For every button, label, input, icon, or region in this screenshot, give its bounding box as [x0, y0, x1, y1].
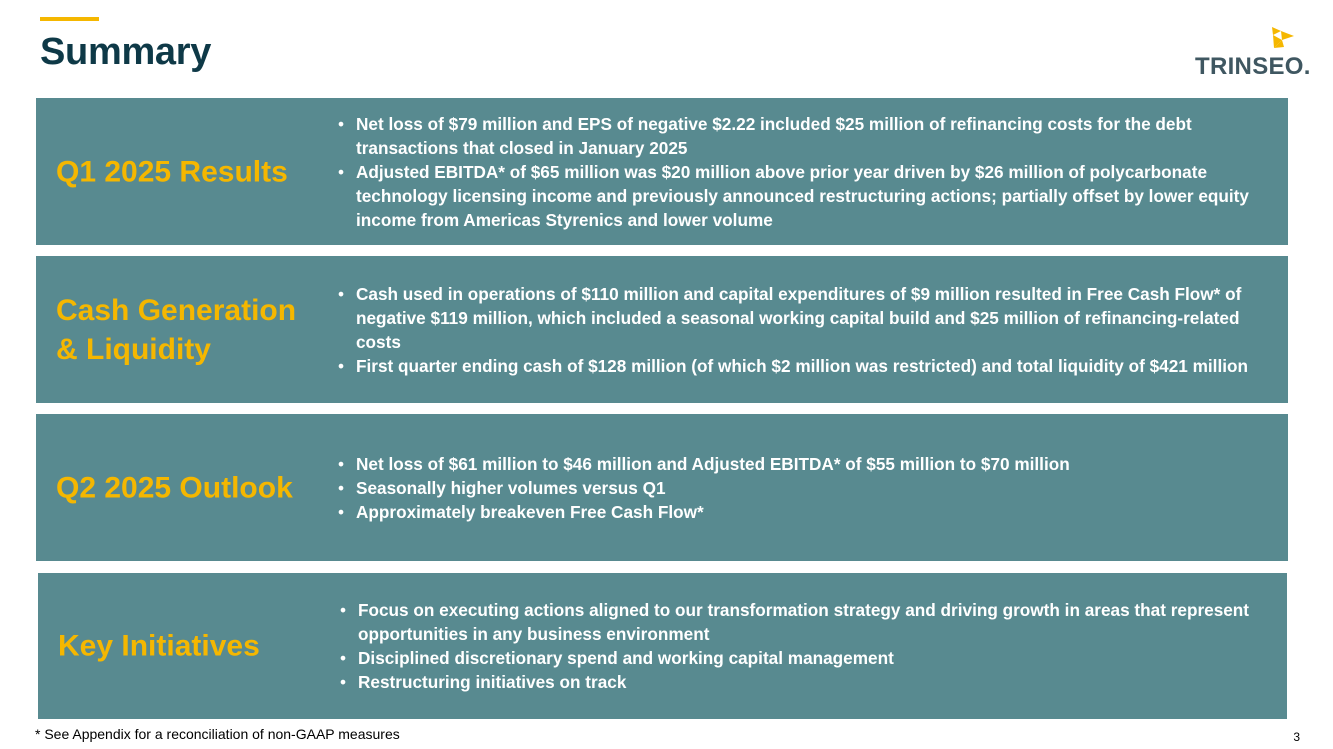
panel-heading: Q1 2025 Results	[56, 155, 288, 188]
bullet-icon: •	[340, 672, 347, 692]
footnote: * See Appendix for a reconciliation of non-GAAP measures	[35, 726, 400, 742]
bullet-list	[336, 282, 1278, 378]
panel-key-initiatives	[38, 573, 1287, 719]
bullet-icon: •	[338, 477, 345, 498]
bullet-icon: •	[338, 501, 345, 522]
bullet-text: Restructuring initiatives on track	[358, 672, 627, 692]
bullet-icon: •	[338, 113, 345, 134]
bullet-item	[336, 112, 1278, 160]
bullet-icon: •	[338, 283, 345, 304]
trinseo-logo-mark-icon	[1270, 26, 1296, 50]
bullet-icon: •	[340, 648, 347, 668]
bullet-text: Net loss of $79 million and EPS of negative $2.22 included $25 million of refinancing costs for the debt transactions that closed in January 2025	[356, 113, 1192, 158]
bullet-text: Seasonally higher volumes versus Q1	[356, 477, 666, 498]
bullet-icon: •	[338, 355, 345, 376]
bullet-text: Net loss of $61 million to $46 million and Adjusted EBITDA* of $55 million to $70 million	[356, 453, 1070, 474]
trinseo-logo	[1192, 26, 1311, 80]
bullet-text: Focus on executing actions aligned to our transformation strategy and driving growth in areas that represent opportunities in any business environment	[358, 600, 1250, 644]
bullet-list	[336, 452, 1278, 524]
bullet-text: Adjusted EBITDA* of $65 million was $20 million above prior year driven by $26 million of polycarbonate technology licensing income and previously announced restructuring actions; partially offset by lower equity income from Americas Styrenics and lower volume	[356, 161, 1249, 230]
bullet-list	[338, 598, 1277, 694]
bullet-icon: •	[338, 453, 345, 474]
bullet-list	[336, 112, 1278, 232]
panel-q2-outlook	[36, 414, 1288, 561]
page-number: 3	[1293, 730, 1300, 744]
page-title: Summary	[40, 31, 212, 73]
bullet-icon: •	[338, 161, 345, 182]
bullet-text: Approximately breakeven Free Cash Flow*	[356, 501, 704, 522]
bullet-item	[336, 160, 1278, 232]
bullet-item	[338, 670, 1277, 694]
panel-q1-results	[36, 98, 1288, 245]
trinseo-logo-text: TRINSEO.	[1195, 53, 1311, 80]
panel-heading: Q2 2025 Outlook	[56, 471, 293, 504]
panel-heading: Cash Generation & Liquidity	[56, 293, 297, 366]
bullet-text: First quarter ending cash of $128 million (of which $2 million was restricted) and total liquidity of $421 million	[356, 355, 1249, 376]
bullet-item	[336, 476, 1278, 500]
panel-cash-generation-liquidity	[36, 256, 1288, 403]
bullet-item	[338, 598, 1277, 646]
panel-heading: Key Initiatives	[58, 629, 260, 663]
bullet-item	[336, 282, 1278, 354]
title-accent-bar	[40, 17, 99, 21]
bullet-item	[336, 500, 1278, 524]
bullet-icon: •	[340, 600, 347, 620]
bullet-item	[338, 646, 1277, 670]
bullet-item	[336, 354, 1278, 378]
bullet-item	[336, 452, 1278, 476]
bullet-text: Cash used in operations of $110 million and capital expenditures of $9 million resulted in Free Cash Flow* of negative $119 million, which included a seasonal working capital build and $25 million of refinancing-related costs	[356, 283, 1242, 352]
bullet-text: Disciplined discretionary spend and working capital management	[358, 648, 894, 668]
